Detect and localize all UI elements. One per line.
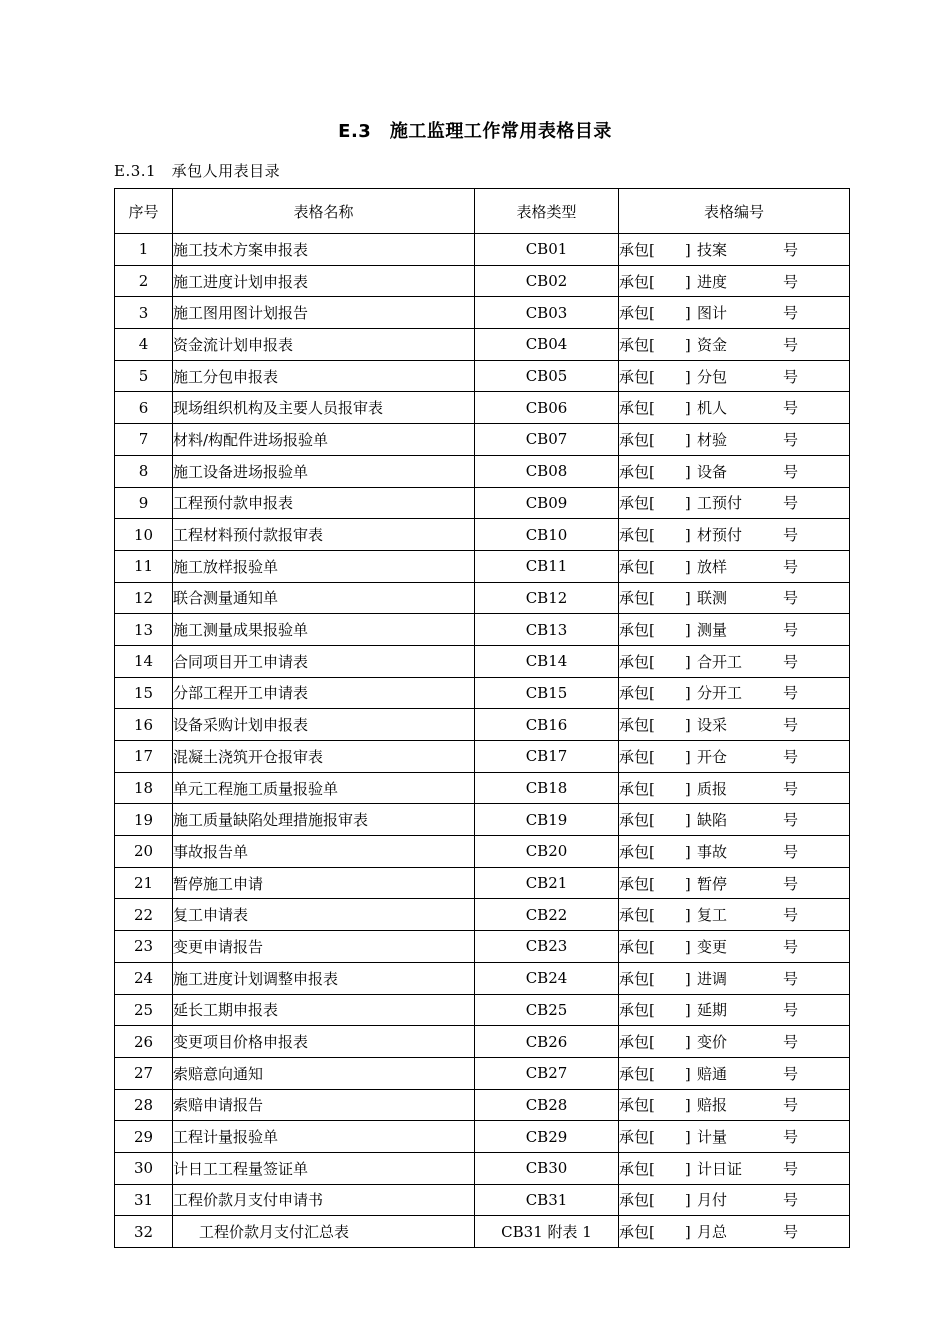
code-suffix: 号 [783, 335, 799, 354]
code-abbreviation: 分开工 [697, 684, 743, 703]
page-title: E.3 施工监理工作常用表格目录 [338, 121, 612, 142]
row-form-name: 事故报告单 [173, 836, 475, 868]
row-form-name: 分部工程开工申请表 [173, 677, 475, 709]
row-form-code [619, 1026, 850, 1058]
row-serial-number: 26 [115, 1026, 173, 1058]
code-abbreviation: 质报 [697, 779, 728, 798]
table-row [115, 1184, 850, 1216]
table-row [115, 455, 850, 487]
row-serial-number: 2 [115, 265, 173, 297]
row-form-code [619, 329, 850, 361]
row-form-code [619, 297, 850, 329]
row-form-type: CB11 [475, 550, 619, 582]
row-serial-number: 4 [115, 329, 173, 361]
row-form-name: 施工进度计划调整申报表 [173, 962, 475, 994]
row-form-type: CB18 [475, 772, 619, 804]
row-form-type: CB23 [475, 931, 619, 963]
code-suffix: 号 [783, 937, 799, 956]
header-serial-number: 序号 [115, 189, 173, 234]
code-suffix: 号 [783, 1159, 799, 1178]
code-prefix: 承包[ ] [619, 811, 691, 830]
row-form-type: CB31 附表 1 [475, 1216, 619, 1248]
table-row [115, 1216, 850, 1248]
row-serial-number: 22 [115, 899, 173, 931]
table-row [115, 1057, 850, 1089]
code-prefix: 承包[ ] [619, 937, 691, 956]
code-prefix: 承包[ ] [619, 1033, 691, 1052]
row-form-type: CB10 [475, 519, 619, 551]
code-suffix: 号 [783, 304, 799, 323]
code-suffix: 号 [783, 969, 799, 988]
row-form-type: CB24 [475, 962, 619, 994]
row-serial-number: 24 [115, 962, 173, 994]
row-form-type: CB31 [475, 1184, 619, 1216]
row-serial-number: 6 [115, 392, 173, 424]
code-abbreviation: 缺陷 [697, 811, 728, 830]
row-form-code [619, 1184, 850, 1216]
row-form-type: CB27 [475, 1057, 619, 1089]
code-suffix: 号 [783, 811, 799, 830]
row-serial-number: 13 [115, 614, 173, 646]
table-row [115, 329, 850, 361]
code-suffix: 号 [783, 874, 799, 893]
table-body [115, 234, 850, 1248]
row-form-code [619, 1121, 850, 1153]
row-form-code [619, 234, 850, 266]
row-form-name: 计日工工程量签证单 [173, 1152, 475, 1184]
code-abbreviation: 计日证 [697, 1159, 743, 1178]
row-form-code [619, 455, 850, 487]
code-prefix: 承包[ ] [619, 779, 691, 798]
code-prefix: 承包[ ] [619, 1001, 691, 1020]
code-suffix: 号 [783, 1191, 799, 1210]
row-serial-number: 28 [115, 1089, 173, 1121]
row-form-name: 复工申请表 [173, 899, 475, 931]
row-form-name: 施工测量成果报验单 [173, 614, 475, 646]
row-form-name: 施工进度计划申报表 [173, 265, 475, 297]
code-suffix: 号 [783, 589, 799, 608]
code-prefix: 承包[ ] [619, 747, 691, 766]
table-row [115, 550, 850, 582]
row-form-code [619, 836, 850, 868]
code-abbreviation: 变更 [697, 937, 728, 956]
row-form-code [619, 772, 850, 804]
row-form-type: CB26 [475, 1026, 619, 1058]
row-serial-number: 27 [115, 1057, 173, 1089]
row-form-name: 合同项目开工申请表 [173, 645, 475, 677]
code-suffix: 号 [783, 684, 799, 703]
row-form-type: CB14 [475, 645, 619, 677]
row-form-code [619, 614, 850, 646]
code-prefix: 承包[ ] [619, 304, 691, 323]
row-form-code [619, 899, 850, 931]
code-suffix: 号 [783, 652, 799, 671]
header-form-type: 表格类型 [475, 189, 619, 234]
row-form-name: 施工质量缺陷处理措施报审表 [173, 804, 475, 836]
code-suffix: 号 [783, 272, 799, 291]
row-form-name: 延长工期申报表 [173, 994, 475, 1026]
code-prefix: 承包[ ] [619, 969, 691, 988]
row-form-name: 施工图用图计划报告 [173, 297, 475, 329]
row-form-name: 工程价款月支付申请书 [173, 1184, 475, 1216]
row-serial-number: 23 [115, 931, 173, 963]
row-form-code [619, 550, 850, 582]
code-abbreviation: 测量 [697, 621, 728, 640]
code-prefix: 承包[ ] [619, 842, 691, 861]
header-form-code: 表格编号 [619, 189, 850, 234]
row-form-code [619, 424, 850, 456]
row-form-type: CB15 [475, 677, 619, 709]
code-prefix: 承包[ ] [619, 240, 691, 259]
header-form-name: 表格名称 [173, 189, 475, 234]
code-prefix: 承包[ ] [619, 430, 691, 449]
row-form-type: CB19 [475, 804, 619, 836]
row-form-code [619, 265, 850, 297]
row-serial-number: 16 [115, 709, 173, 741]
table-row [115, 297, 850, 329]
code-abbreviation: 联测 [697, 589, 728, 608]
row-form-code [619, 709, 850, 741]
row-serial-number: 14 [115, 645, 173, 677]
table-row [115, 519, 850, 551]
row-form-code [619, 487, 850, 519]
code-prefix: 承包[ ] [619, 1191, 691, 1210]
row-form-code [619, 1216, 850, 1248]
code-abbreviation: 设备 [697, 462, 728, 481]
row-form-type: CB06 [475, 392, 619, 424]
code-abbreviation: 暂停 [697, 874, 728, 893]
code-prefix: 承包[ ] [619, 557, 691, 576]
code-abbreviation: 放样 [697, 557, 728, 576]
row-form-name: 工程价款月支付汇总表 [173, 1216, 475, 1248]
row-form-type: CB28 [475, 1089, 619, 1121]
row-form-code [619, 804, 850, 836]
row-form-type: CB12 [475, 582, 619, 614]
code-abbreviation: 复工 [697, 906, 728, 925]
code-abbreviation: 赔报 [697, 1096, 728, 1115]
row-serial-number: 9 [115, 487, 173, 519]
code-suffix: 号 [783, 240, 799, 259]
table-row [115, 1121, 850, 1153]
row-form-type: CB30 [475, 1152, 619, 1184]
table-row [115, 360, 850, 392]
table-row [115, 709, 850, 741]
row-serial-number: 10 [115, 519, 173, 551]
row-serial-number: 11 [115, 550, 173, 582]
code-abbreviation: 计量 [697, 1128, 728, 1147]
row-form-code [619, 645, 850, 677]
code-suffix: 号 [783, 399, 799, 418]
row-form-type: CB17 [475, 741, 619, 773]
row-form-type: CB03 [475, 297, 619, 329]
row-form-type: CB16 [475, 709, 619, 741]
code-prefix: 承包[ ] [619, 494, 691, 513]
row-serial-number: 32 [115, 1216, 173, 1248]
row-serial-number: 1 [115, 234, 173, 266]
table-header-row [115, 189, 850, 234]
table-row [115, 804, 850, 836]
table-row [115, 1026, 850, 1058]
table-row [115, 265, 850, 297]
code-prefix: 承包[ ] [619, 1159, 691, 1178]
table-row [115, 614, 850, 646]
code-abbreviation: 变价 [697, 1033, 728, 1052]
code-abbreviation: 图计 [697, 304, 728, 323]
row-form-name: 工程材料预付款报审表 [173, 519, 475, 551]
code-prefix: 承包[ ] [619, 874, 691, 893]
table-row [115, 1152, 850, 1184]
code-abbreviation: 机人 [697, 399, 728, 418]
row-form-code [619, 1057, 850, 1089]
code-suffix: 号 [783, 1128, 799, 1147]
code-prefix: 承包[ ] [619, 1223, 691, 1242]
row-form-name: 单元工程施工质量报验单 [173, 772, 475, 804]
row-form-name: 变更申请报告 [173, 931, 475, 963]
row-serial-number: 7 [115, 424, 173, 456]
code-abbreviation: 合开工 [697, 652, 743, 671]
row-form-type: CB08 [475, 455, 619, 487]
code-suffix: 号 [783, 494, 799, 513]
code-prefix: 承包[ ] [619, 1064, 691, 1083]
code-suffix: 号 [783, 1096, 799, 1115]
code-suffix: 号 [783, 1064, 799, 1083]
table-row [115, 582, 850, 614]
row-form-type: CB09 [475, 487, 619, 519]
row-form-name: 施工分包申报表 [173, 360, 475, 392]
row-form-code [619, 360, 850, 392]
row-serial-number: 21 [115, 867, 173, 899]
row-form-type: CB25 [475, 994, 619, 1026]
row-serial-number: 29 [115, 1121, 173, 1153]
row-form-type: CB20 [475, 836, 619, 868]
row-form-code [619, 931, 850, 963]
table-row [115, 772, 850, 804]
code-abbreviation: 设采 [697, 716, 728, 735]
code-suffix: 号 [783, 842, 799, 861]
row-form-name: 现场组织机构及主要人员报审表 [173, 392, 475, 424]
table-row [115, 677, 850, 709]
row-form-type: CB01 [475, 234, 619, 266]
row-serial-number: 20 [115, 836, 173, 868]
code-abbreviation: 分包 [697, 367, 728, 386]
code-prefix: 承包[ ] [619, 1096, 691, 1115]
row-form-code [619, 962, 850, 994]
code-suffix: 号 [783, 779, 799, 798]
code-suffix: 号 [783, 621, 799, 640]
row-serial-number: 12 [115, 582, 173, 614]
code-suffix: 号 [783, 430, 799, 449]
code-suffix: 号 [783, 747, 799, 766]
row-form-name: 资金流计划申报表 [173, 329, 475, 361]
table-row [115, 867, 850, 899]
table-row [115, 836, 850, 868]
row-serial-number: 17 [115, 741, 173, 773]
code-prefix: 承包[ ] [619, 399, 691, 418]
row-form-name: 混凝土浇筑开仓报审表 [173, 741, 475, 773]
row-form-code [619, 677, 850, 709]
row-form-type: CB21 [475, 867, 619, 899]
table-row [115, 234, 850, 266]
row-serial-number: 30 [115, 1152, 173, 1184]
code-prefix: 承包[ ] [619, 906, 691, 925]
code-abbreviation: 技案 [697, 240, 728, 259]
row-form-name: 索赔意向通知 [173, 1057, 475, 1089]
code-abbreviation: 进度 [697, 272, 728, 291]
row-form-name: 暂停施工申请 [173, 867, 475, 899]
code-prefix: 承包[ ] [619, 335, 691, 354]
table-row [115, 994, 850, 1026]
row-serial-number: 25 [115, 994, 173, 1026]
row-form-type: CB29 [475, 1121, 619, 1153]
table-row [115, 1089, 850, 1121]
row-form-name: 工程预付款申报表 [173, 487, 475, 519]
row-form-name: 材料/构配件进场报验单 [173, 424, 475, 456]
table-row [115, 487, 850, 519]
row-form-code [619, 994, 850, 1026]
table-row [115, 424, 850, 456]
row-serial-number: 18 [115, 772, 173, 804]
row-serial-number: 31 [115, 1184, 173, 1216]
code-prefix: 承包[ ] [619, 684, 691, 703]
row-form-code [619, 1152, 850, 1184]
code-abbreviation: 资金 [697, 335, 728, 354]
row-form-name: 索赔申请报告 [173, 1089, 475, 1121]
row-form-name: 施工放样报验单 [173, 550, 475, 582]
code-abbreviation: 延期 [697, 1001, 728, 1020]
section-title: E.3.1 承包人用表目录 [114, 162, 281, 180]
table-row [115, 645, 850, 677]
row-serial-number: 3 [115, 297, 173, 329]
code-abbreviation: 事故 [697, 842, 728, 861]
table-row [115, 931, 850, 963]
row-serial-number: 15 [115, 677, 173, 709]
table-row [115, 392, 850, 424]
forms-table [114, 188, 850, 1248]
code-suffix: 号 [783, 906, 799, 925]
code-prefix: 承包[ ] [619, 716, 691, 735]
row-form-type: CB02 [475, 265, 619, 297]
row-form-code [619, 1089, 850, 1121]
code-prefix: 承包[ ] [619, 589, 691, 608]
row-form-code [619, 741, 850, 773]
code-prefix: 承包[ ] [619, 1128, 691, 1147]
code-suffix: 号 [783, 1033, 799, 1052]
row-form-type: CB07 [475, 424, 619, 456]
row-serial-number: 19 [115, 804, 173, 836]
row-form-type: CB05 [475, 360, 619, 392]
code-suffix: 号 [783, 1001, 799, 1020]
row-form-code [619, 582, 850, 614]
code-prefix: 承包[ ] [619, 652, 691, 671]
row-form-type: CB13 [475, 614, 619, 646]
code-prefix: 承包[ ] [619, 272, 691, 291]
code-prefix: 承包[ ] [619, 526, 691, 545]
code-abbreviation: 材预付 [697, 526, 743, 545]
row-form-name: 工程计量报验单 [173, 1121, 475, 1153]
row-form-name: 施工技术方案申报表 [173, 234, 475, 266]
code-suffix: 号 [783, 557, 799, 576]
code-prefix: 承包[ ] [619, 367, 691, 386]
code-abbreviation: 赔通 [697, 1064, 728, 1083]
code-suffix: 号 [783, 526, 799, 545]
code-suffix: 号 [783, 367, 799, 386]
table-row [115, 741, 850, 773]
code-suffix: 号 [783, 1223, 799, 1242]
row-form-type: CB04 [475, 329, 619, 361]
row-form-code [619, 392, 850, 424]
code-abbreviation: 开仓 [697, 747, 728, 766]
row-serial-number: 5 [115, 360, 173, 392]
row-form-name: 设备采购计划申报表 [173, 709, 475, 741]
code-abbreviation: 工预付 [697, 494, 743, 513]
code-abbreviation: 月付 [697, 1191, 728, 1210]
code-prefix: 承包[ ] [619, 621, 691, 640]
table-row [115, 962, 850, 994]
row-form-name: 施工设备进场报验单 [173, 455, 475, 487]
code-abbreviation: 月总 [697, 1223, 728, 1242]
row-form-name: 联合测量通知单 [173, 582, 475, 614]
row-serial-number: 8 [115, 455, 173, 487]
row-form-code [619, 519, 850, 551]
code-suffix: 号 [783, 462, 799, 481]
code-abbreviation: 材验 [697, 430, 728, 449]
row-form-type: CB22 [475, 899, 619, 931]
code-abbreviation: 进调 [697, 969, 728, 988]
row-form-code [619, 867, 850, 899]
code-prefix: 承包[ ] [619, 462, 691, 481]
code-suffix: 号 [783, 716, 799, 735]
table-row [115, 899, 850, 931]
row-form-name: 变更项目价格申报表 [173, 1026, 475, 1058]
